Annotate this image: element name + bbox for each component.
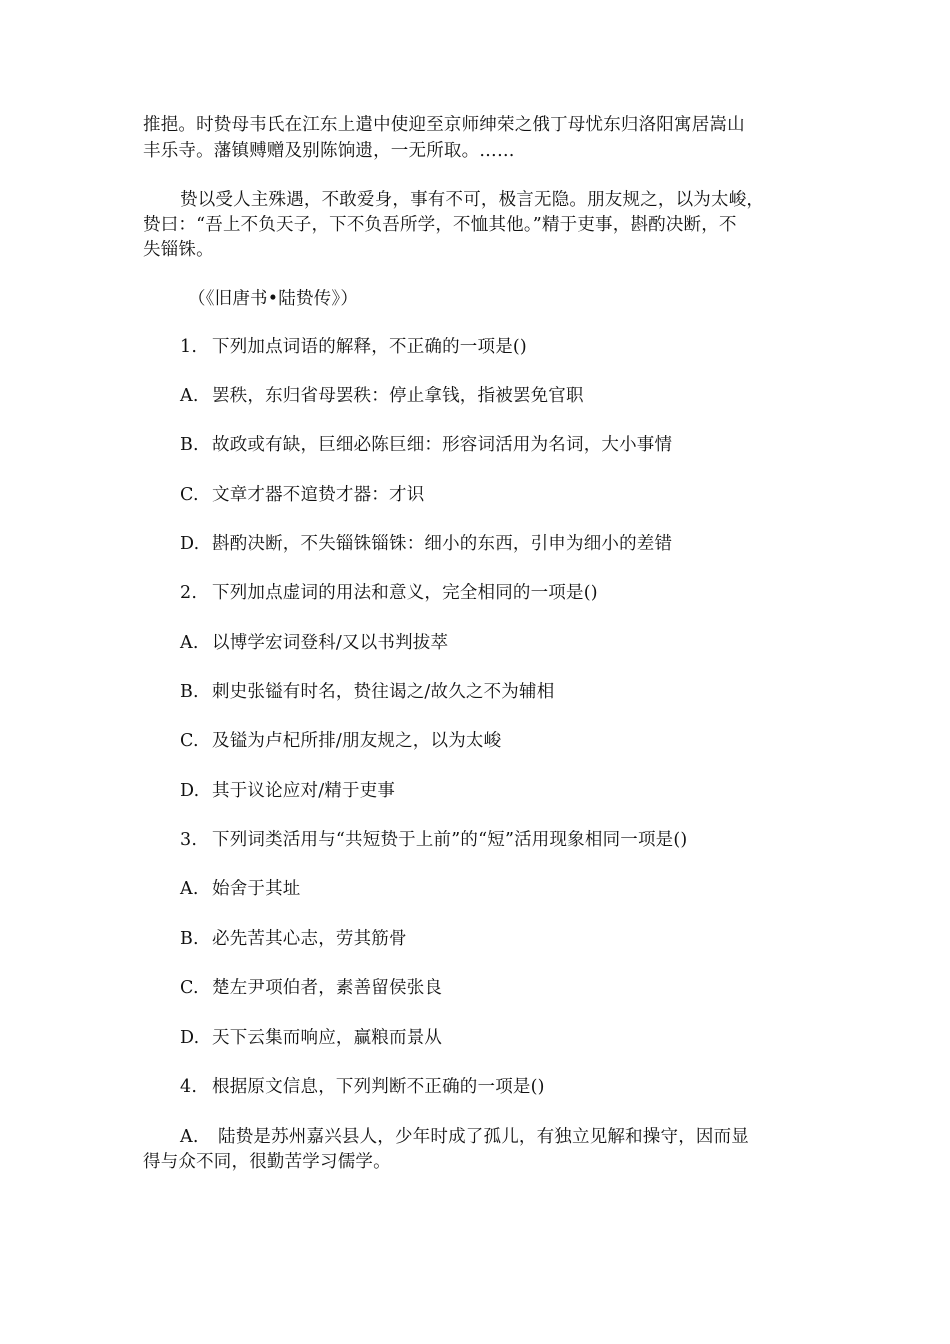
option-letter: A. <box>180 1127 199 1147</box>
question-number: 1. <box>180 337 198 357</box>
option-text: 及镒为卢杞所排/朋友规之，以为太峻 <box>212 731 502 751</box>
option-text: 故政或有缺，巨细必陈巨细：形容词活用为名词，大小事情 <box>212 435 673 455</box>
question-text: 下列加点虚词的用法和意义，完全相同的一项是() <box>212 583 598 603</box>
option-letter: A. <box>180 879 199 899</box>
question-number: 2. <box>180 583 198 603</box>
option-letter: B. <box>180 435 199 455</box>
passage-line: 贽曰：“吾上不负天子，下不负吾所学，不恤其他。”精于吏事，斟酌决断，不 <box>143 215 737 235</box>
option-text: 必先苦其心志，劳其筋骨 <box>212 929 407 949</box>
option-text: 以博学宏词登科/又以书判拔萃 <box>212 633 449 653</box>
option-3c <box>180 975 442 1001</box>
question-2 <box>180 580 598 606</box>
option-text: 天下云集而响应，赢粮而景从 <box>212 1028 443 1048</box>
option-letter: D. <box>180 781 200 801</box>
option-1c <box>180 482 424 508</box>
option-letter: D. <box>180 534 200 554</box>
option-text: 刺史张镒有时名，贽往谒之/故久之不为辅相 <box>212 682 555 702</box>
option-letter: D. <box>180 1028 200 1048</box>
option-3a <box>180 876 301 902</box>
option-letter: A. <box>180 633 199 653</box>
option-2d <box>180 778 395 804</box>
question-number: 3. <box>180 830 198 850</box>
option-letter: A. <box>180 386 199 406</box>
option-text: 陆贽是苏州嘉兴县人，少年时成了孤儿，有独立见解和操守，因而显 <box>218 1127 749 1147</box>
option-text: 楚左尹项伯者，素善留侯张良 <box>212 978 443 998</box>
option-letter: C. <box>180 731 199 751</box>
option-4a-continuation: 得与众不同，很勤苦学习儒学。 <box>143 1152 391 1172</box>
option-text: 文章才器不逭贽才器：才识 <box>212 485 425 505</box>
option-1b <box>180 432 672 458</box>
option-3b <box>180 926 407 952</box>
option-text: 始舍于其址 <box>212 879 301 899</box>
question-3 <box>180 827 687 853</box>
question-text: 根据原文信息，下列判断不正确的一项是() <box>212 1077 545 1097</box>
option-text: 其于议论应对/精于吏事 <box>212 781 396 801</box>
passage-line: 推挹。时贽母韦氏在江东上遣中使迎至京师绅荣之俄丁母忧东归洛阳寓居嵩山 <box>143 115 745 135</box>
question-text: 下列加点词语的解释，不正确的一项是() <box>212 337 527 357</box>
option-letter: C. <box>180 978 199 998</box>
option-letter: B. <box>180 929 199 949</box>
option-3d <box>180 1025 442 1051</box>
option-1a <box>180 383 584 409</box>
option-text: 罢秩，东归省母罢秩：停止拿钱，指被罢免官职 <box>212 386 584 406</box>
option-2a <box>180 630 448 656</box>
option-text: 斟酌决断，不失锱铢锱铢：细小的东西，引申为细小的差错 <box>212 534 673 554</box>
option-2c <box>180 728 501 754</box>
question-4 <box>180 1074 545 1100</box>
passage-line: 失锱铢。 <box>143 240 214 260</box>
passage-line: 丰乐寺。藩镇赙赠及别陈饷遗，一无所取。…… <box>143 141 515 161</box>
question-1 <box>180 334 527 360</box>
passage-source: （《旧唐书•陆贽传》） <box>188 289 359 309</box>
option-4a <box>180 1124 749 1150</box>
option-letter: B. <box>180 682 199 702</box>
option-2b <box>180 679 554 705</box>
question-text: 下列词类活用与“共短贽于上前”的“短”活用现象相同一项是() <box>212 830 688 850</box>
option-1d <box>180 531 672 557</box>
option-letter: C. <box>180 485 199 505</box>
question-number: 4. <box>180 1077 198 1097</box>
passage-line: 贽以受人主殊遇，不敢爱身，事有不可，极言无隐。朋友规之，以为太峻， <box>180 190 765 210</box>
